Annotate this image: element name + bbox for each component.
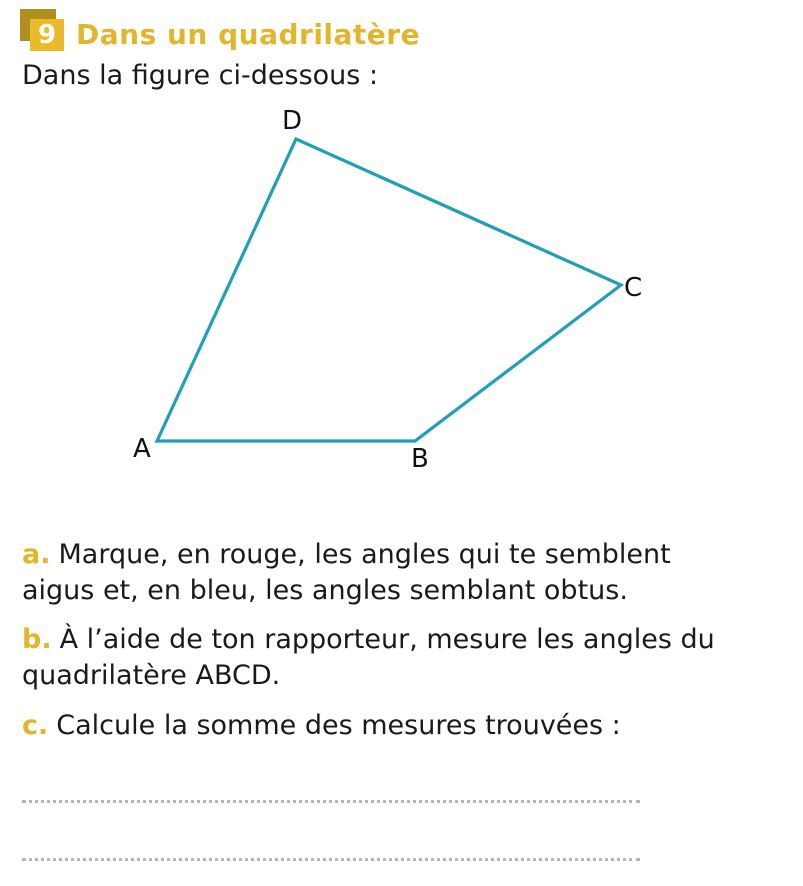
vertex-label-a: A [133, 434, 151, 464]
quadrilateral-abcd [157, 139, 621, 441]
question-a-text-1: Marque, en rouge, les angles qui te semblent [58, 539, 671, 570]
question-c-letter: c. [22, 710, 49, 741]
exercise-title: Dans un quadrilatère [76, 17, 421, 51]
vertex-label-d: D [282, 106, 303, 136]
question-b-text-1: À l’aide de ton rapporteur, mesure les angles du [59, 624, 715, 655]
vertex-label-c: C [624, 273, 643, 303]
question-b [22, 622, 715, 694]
question-a-text-2: aigus et, en bleu, les angles semblant obtus. [22, 575, 628, 606]
question-b-line1 [22, 622, 715, 658]
exercise-number: 9 [30, 19, 64, 51]
intro-text: Dans la figure ci-dessous : [22, 60, 379, 91]
question-b-letter: b. [22, 624, 52, 655]
question-a [22, 537, 671, 609]
question-a-line1 [22, 537, 671, 573]
answer-line-1[interactable] [22, 800, 640, 803]
question-c [22, 708, 621, 744]
question-c-text-1: Calcule la somme des mesures trouvées : [56, 710, 621, 741]
question-a-letter: a. [22, 539, 51, 570]
answer-line-2[interactable] [22, 858, 640, 861]
question-c-line1 [22, 708, 621, 744]
question-b-text-2: quadrilatère ABCD. [22, 660, 281, 691]
vertex-label-b: B [411, 444, 429, 474]
